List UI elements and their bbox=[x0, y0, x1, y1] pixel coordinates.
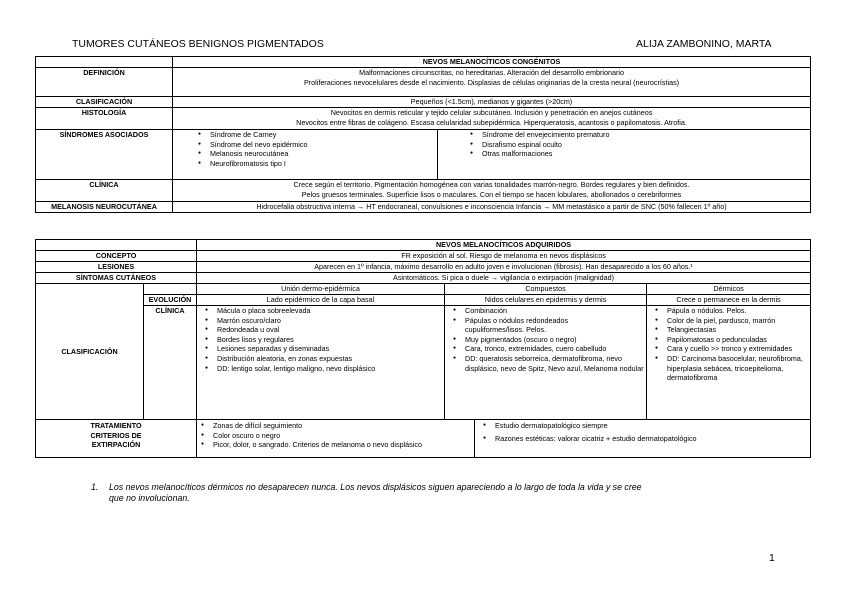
list-item: ● Mácula o placa sobreelevada bbox=[217, 306, 442, 316]
definicion-line: Proliferaciones nevocelulares desde el nacimiento. Displasias de células originarias de la cresta neural (neurocrístias) bbox=[303, 77, 680, 87]
clinica-label: CLÍNICA bbox=[144, 306, 197, 420]
footnote-line: que no involucionan. bbox=[109, 493, 190, 503]
list-item: ● Distribución aleatoria, en zonas expuestas bbox=[217, 354, 367, 364]
list-item: ● Disrafismo espinal oculto bbox=[482, 140, 808, 150]
footnote-line: Los nevos melanocíticos dérmicos no desaparecen nunca. Los nevos displásicos siguen apareciendo a lo largo de toda la vida y se cree bbox=[109, 482, 642, 492]
list-item: ● Melanosis neurocutánea bbox=[210, 149, 435, 159]
list-item: ● Otras malformaciones bbox=[482, 149, 808, 159]
histologia-line: Nevocitos entre fibras de colágeno. Escasa celularidad subepidérmica. Hiperqueratosis, acantosis o papilomatosis. Atrofia. bbox=[296, 117, 687, 127]
clinica-text bbox=[173, 180, 811, 202]
list-item: ● Síndrome del envejecimiento prematuro bbox=[482, 130, 808, 140]
clinica-line: Pelos gruesos terminales. Superficie lisos o maculares. Con el tiempo se hacen lobulares, abollonados o cerebriformes bbox=[301, 189, 682, 199]
row-label-sintomas: SÍNTOMAS CUTÁNEOS bbox=[36, 273, 197, 284]
clinica-dermicos bbox=[647, 306, 811, 420]
column-header-compuestos: Compuestos bbox=[445, 284, 647, 295]
list-item: ● DD: queratosis seborreica, dermatofibroma, nevo displásico, nevo de Spitz, Nevo azul, Melanoma nodular bbox=[465, 354, 647, 373]
list-item: ● Color de la piel, pardusco, marrón bbox=[667, 316, 808, 326]
sintomas-text: Asintomáticos. Si pica o duele → vigilancia o extirpación (malignidad) bbox=[197, 273, 811, 284]
list-item: ● Combinación bbox=[465, 306, 644, 316]
list-item: ● DD: lentigo solar, lentigo maligno, nevo displásico bbox=[217, 364, 402, 374]
row-label-clasificacion: CLASIFICACIÓN bbox=[36, 97, 173, 108]
evolucion-compuestos: Nidos celulares en epidermis y dermis bbox=[445, 295, 647, 306]
row-label-melanosis: MELANOSIS NEUROCUTÁNEA bbox=[36, 202, 173, 213]
list-item: ● Color oscuro o negro bbox=[213, 431, 472, 441]
row-label-lesiones: LESIONES bbox=[36, 262, 197, 273]
column-header-union: Unión dermo-epidérmica bbox=[197, 284, 445, 295]
histologia-text bbox=[173, 108, 811, 130]
evolucion-label: EVOLUCIÓN bbox=[144, 295, 197, 306]
list-item: ● Papilomatosas o pedunculadas bbox=[667, 335, 808, 345]
page-number: 1 bbox=[769, 552, 775, 564]
row-label-sindromes: SÍNDROMES ASOCIADOS bbox=[36, 130, 173, 180]
list-item: ● Lesiones separadas y diseminadas bbox=[217, 344, 442, 354]
tratamiento-left bbox=[197, 420, 475, 458]
congenitos-table bbox=[35, 56, 811, 213]
concepto-text: FR exposición al sol. Riesgo de melanoma en nevos displásicos bbox=[197, 251, 811, 262]
list-item: ● DD: Carcinoma basocelular, neurofibroma, hiperplasia sebácea, tricoepitelioma, dermatofibroma bbox=[667, 354, 809, 383]
list-item: ● Neurofibromatosis tipo I bbox=[210, 159, 435, 169]
clinica-compuestos bbox=[445, 306, 647, 420]
list-item: ● Telangiectasias bbox=[667, 325, 808, 335]
adquiridos-title: NEVOS MELANOCÍTICOS ADQUIRIDOS bbox=[197, 240, 811, 251]
melanosis-text: Hidrocefalia obstructiva interna → HT endocraneal, convulsiones e inconsciencia Infancia → MM metastásico a partir de SNC (50% fallecen 1º año) bbox=[173, 202, 811, 213]
row-label-concepto: CONCEPTO bbox=[36, 251, 197, 262]
sindromes-right bbox=[438, 130, 811, 180]
list-item: ● Picor, dolor, o sangrado. Criterios de melanoma o nevo displásico bbox=[213, 440, 472, 450]
list-item: ● Síndrome del nevo epidérmico bbox=[210, 140, 435, 150]
row-label-clasificacion: CLASIFICACIÓN bbox=[36, 284, 144, 420]
footnote-number: 1. bbox=[91, 482, 99, 492]
author-name: ALIJA ZAMBONINO, MARTA bbox=[636, 38, 772, 50]
clasificacion-text: Pequeños (<1.5cm), medianos y gigantes (>20cm) bbox=[173, 97, 811, 108]
evolucion-dermicos: Crece o permanece en la dermis bbox=[647, 295, 811, 306]
list-item: ● Estudio dermatopatológico siempre bbox=[495, 421, 808, 431]
list-item: ● Bordes lisos y regulares bbox=[217, 335, 442, 345]
clinica-union bbox=[197, 306, 445, 420]
list-item: ● Pápulas o nódulos redondeados cupuliformes/lisos. Pelos. bbox=[465, 316, 615, 335]
list-item: ● Zonas de difícil seguimiento bbox=[213, 421, 472, 431]
list-item: ● Cara y cuello >> tronco y extremidades bbox=[667, 344, 808, 354]
tratamiento-label-line: TRATAMIENTO bbox=[90, 421, 142, 430]
list-item: ● Síndrome de Carney bbox=[210, 130, 435, 140]
congenitos-title: NEVOS MELANOCÍTICOS CONGÉNITOS bbox=[173, 57, 811, 68]
document-title: TUMORES CUTÁNEOS BENIGNOS PIGMENTADOS bbox=[72, 38, 324, 50]
list-item: ● Razones estéticas: valorar cicatriz + estudio dermatopatológico bbox=[495, 434, 808, 444]
list-item: ● Marrón oscuro/claro bbox=[217, 316, 442, 326]
histologia-line: Nevocitos en dermis reticular y tejido celular subcutáneo. Inclusión y penetración en anejos cutáneos bbox=[330, 108, 653, 117]
adquiridos-table bbox=[35, 239, 811, 458]
tratamiento-label-line: CRITERIOS DE bbox=[90, 430, 142, 440]
tratamiento-right bbox=[475, 420, 811, 458]
row-label-tratamiento bbox=[36, 420, 197, 458]
row-label-definicion: DEFINICIÓN bbox=[36, 68, 173, 97]
clinica-line: Crece según el territorio. Pigmentación homogénea con varias tonalidades marrón-negro. Bordes regulares y bien definidos. bbox=[293, 180, 690, 189]
list-item: ● Pápula o nódulos. Pelos. bbox=[667, 306, 808, 316]
column-header-dermicos: Dérmicos bbox=[647, 284, 811, 295]
evolucion-union: Lado epidérmico de la capa basal bbox=[197, 295, 445, 306]
list-item: ● Muy pigmentados (oscuro o negro) bbox=[465, 335, 644, 345]
sindromes-left bbox=[173, 130, 438, 180]
footnote-text bbox=[109, 482, 809, 504]
row-label-clinica: CLÍNICA bbox=[36, 180, 173, 202]
tratamiento-label-line: EXTIRPACIÓN bbox=[91, 440, 141, 450]
list-item: ● Cara, tronco, extremidades, cuero cabelludo bbox=[465, 344, 635, 354]
row-label-histologia: HISTOLOGÍA bbox=[36, 108, 173, 130]
definicion-line: Malformaciones circunscritas, no hereditarias. Alteración del desarrollo embrionario bbox=[359, 68, 624, 77]
list-item: ● Redondeada u oval bbox=[217, 325, 442, 335]
definicion-text bbox=[173, 68, 811, 97]
lesiones-text: Aparecen en 1º infancia, máximo desarrollo en adulto joven e involucionan (fibrosis). Han desaparecido a los 60 años.¹ bbox=[197, 262, 811, 273]
